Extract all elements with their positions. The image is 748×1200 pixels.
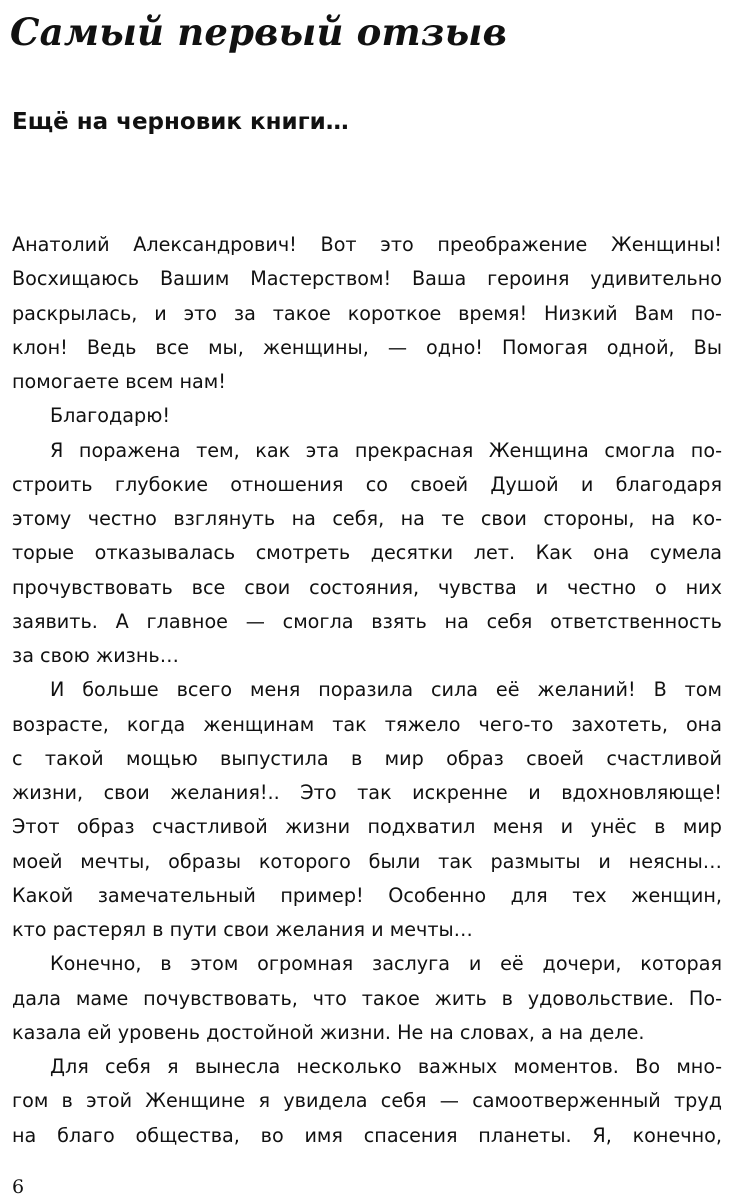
paragraph bbox=[12, 673, 722, 947]
body-text bbox=[12, 228, 722, 1153]
text-line: с такой мощью выпустила в мир образ своей счастливой bbox=[12, 746, 722, 770]
text-line: дала маме почувствовать, что такое жить в удовольствие. По- bbox=[12, 986, 722, 1010]
text-line: Благодарю! bbox=[50, 404, 171, 428]
text-line: Восхищаюсь Вашим Мастерством! Ваша героиня удивительно bbox=[12, 267, 722, 291]
text-line: моей мечты, образы которого были так размыты и неясны… bbox=[12, 849, 722, 873]
text-line: торые отказывалась смотреть десятки лет. Как она сумела bbox=[12, 541, 722, 565]
text-line: Конечно, в этом огромная заслуга и её дочери, которая bbox=[50, 952, 722, 976]
text-line: клон! Ведь все мы, женщины, — одно! Помогая одной, Вы bbox=[12, 335, 722, 359]
text-line: Какой замечательный пример! Особенно для тех женщин, bbox=[12, 883, 722, 907]
paragraph bbox=[12, 947, 722, 1050]
text-line: этому честно взглянуть на себя, на те свои стороны, на ко- bbox=[12, 507, 722, 530]
text-line: Анатолий Александрович! Вот это преображение Женщины! bbox=[12, 233, 722, 256]
text-line: возрасте, когда женщинам так тяжело чего-то захотеть, она bbox=[12, 712, 722, 736]
text-line: строить глубокие отношения со своей Душой и благодаря bbox=[12, 472, 722, 496]
paragraph bbox=[12, 1050, 722, 1153]
paragraph bbox=[12, 434, 722, 674]
text-line: Этот образ счастливой жизни подхватил меня и унёс в мир bbox=[12, 815, 722, 839]
paragraph bbox=[12, 399, 722, 433]
text-line: заявить. А главное — смогла взять на себя ответственность bbox=[12, 609, 722, 633]
chapter-subtitle: Ещё на черновик книги… bbox=[12, 109, 349, 135]
text-line: И больше всего меня поразила сила её желаний! В том bbox=[50, 678, 722, 702]
text-line: гом в этой Женщине я увидела себя — самоотверженный труд bbox=[12, 1089, 722, 1113]
text-line: прочувствовать все свои состояния, чувства и честно о них bbox=[12, 575, 722, 599]
text-line: кто растерял в пути свои желания и мечты… bbox=[12, 918, 473, 941]
text-line: жизни, свои желания!.. Это так искренне и вдохновляюще! bbox=[12, 781, 722, 804]
text-line: казала ей уровень достойной жизни. Не на словах, а на деле. bbox=[12, 1020, 645, 1044]
text-line: Для себя я вынесла несколько важных моментов. Во мно- bbox=[50, 1055, 722, 1078]
page-number: 6 bbox=[12, 1176, 25, 1198]
chapter-title: Самый первый отзыв bbox=[10, 10, 508, 54]
text-line: за свою жизнь… bbox=[12, 644, 179, 667]
text-line: помогаете всем нам! bbox=[12, 370, 226, 393]
text-line: на благо общества, во имя спасения планеты. Я, конечно, bbox=[12, 1123, 722, 1147]
text-line: раскрылась, и это за такое короткое время! Низкий Вам по- bbox=[12, 301, 722, 325]
text-line: Я поражена тем, как эта прекрасная Женщина смогла по- bbox=[50, 438, 722, 462]
paragraph bbox=[12, 228, 722, 399]
